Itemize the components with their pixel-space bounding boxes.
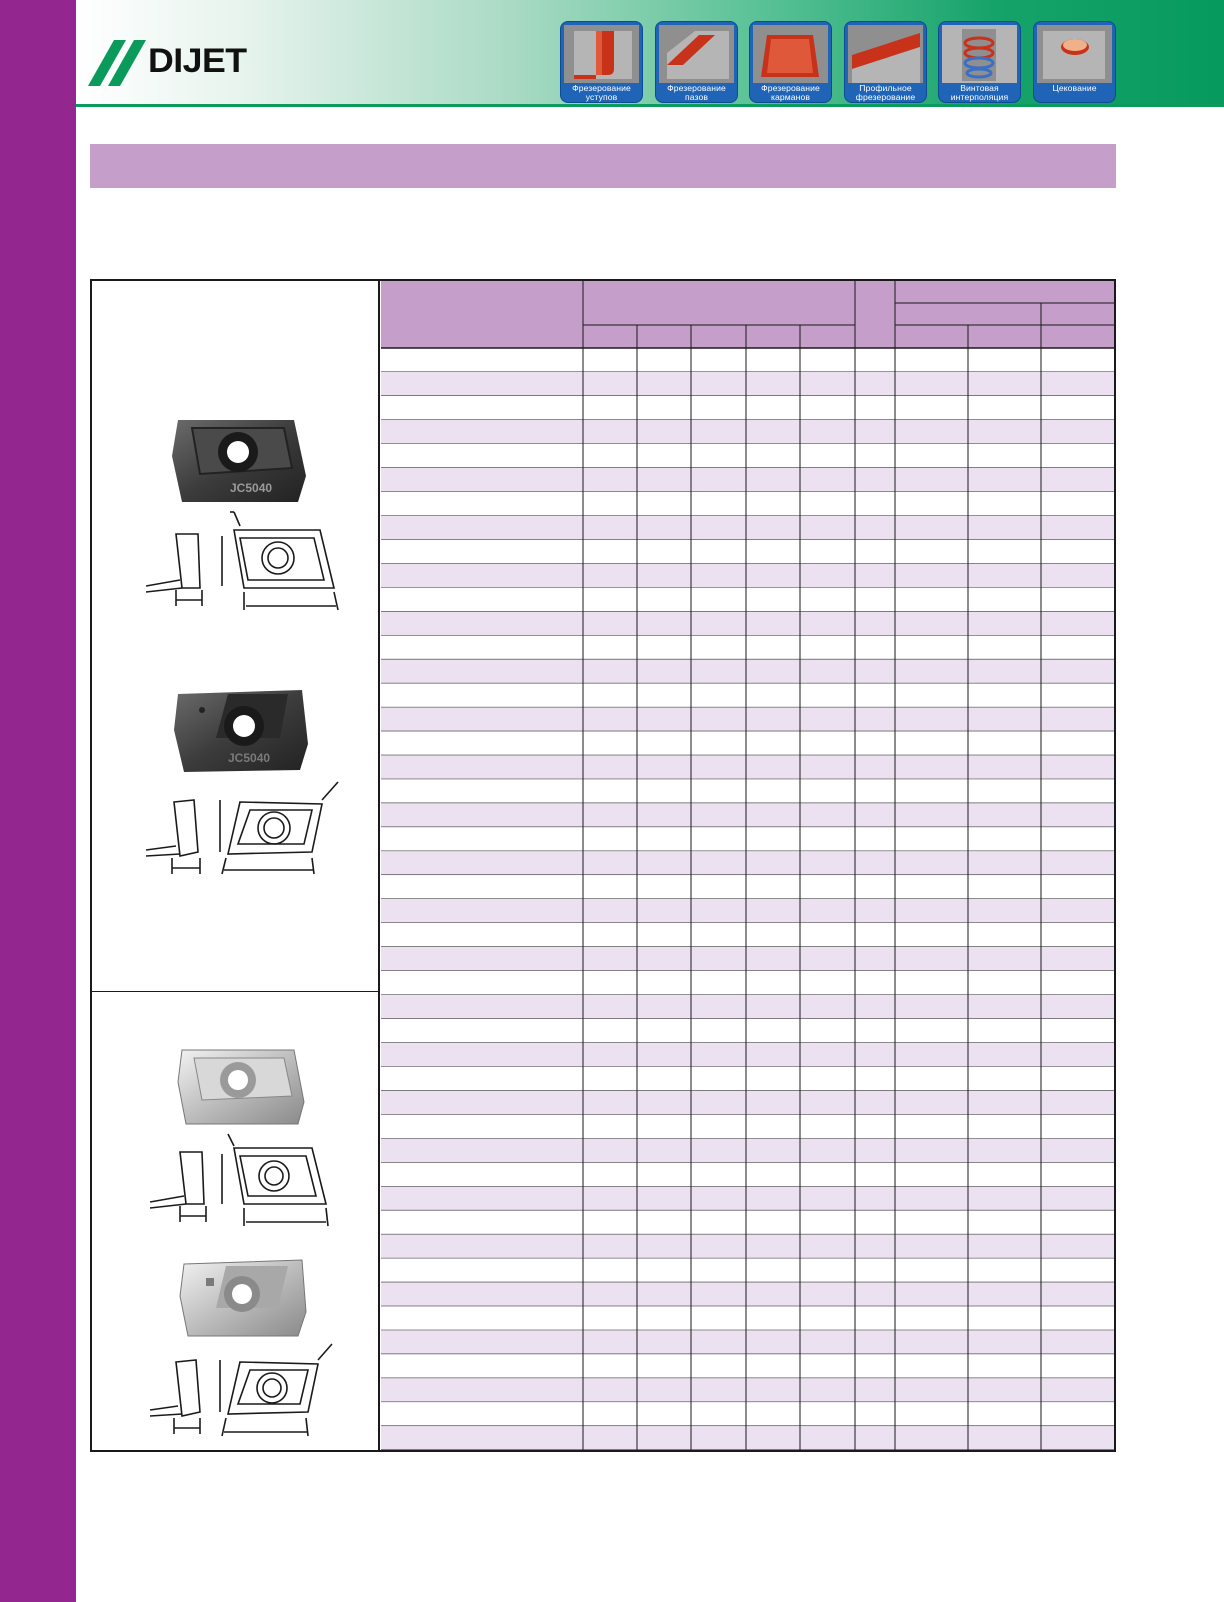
operation-label: Фрезерование уступов bbox=[572, 83, 631, 102]
table-row bbox=[381, 1043, 1114, 1067]
insert-engraving: JC5040 bbox=[228, 751, 271, 765]
operation-label: Фрезерование карманов bbox=[761, 83, 820, 102]
table-row bbox=[381, 1378, 1114, 1402]
table-row bbox=[381, 1091, 1114, 1115]
table-row bbox=[381, 995, 1114, 1019]
table-row bbox=[381, 1115, 1114, 1139]
table-row bbox=[381, 564, 1114, 588]
insert-photo-silver-alt bbox=[178, 1256, 310, 1340]
table-row bbox=[381, 635, 1114, 659]
table-row bbox=[381, 899, 1114, 923]
table-row bbox=[381, 1139, 1114, 1163]
insert-dimension-drawing bbox=[150, 1132, 340, 1228]
table-row bbox=[381, 1163, 1114, 1187]
table-row bbox=[381, 1210, 1114, 1234]
table-row bbox=[381, 1067, 1114, 1091]
table-row bbox=[381, 659, 1114, 683]
table-row bbox=[381, 492, 1114, 516]
table-row bbox=[381, 731, 1114, 755]
operation-label: Профильное фрезерование bbox=[855, 83, 916, 102]
insert-dimension-drawing-alt bbox=[146, 778, 346, 882]
table-row bbox=[381, 1402, 1114, 1426]
table-row bbox=[381, 851, 1114, 875]
operation-label: Винтовая интерполяция bbox=[950, 83, 1009, 102]
table-row bbox=[381, 1258, 1114, 1282]
table-row bbox=[381, 588, 1114, 612]
logo-wordmark: DIJET bbox=[148, 42, 247, 80]
table-row bbox=[381, 516, 1114, 540]
table-row bbox=[381, 372, 1114, 396]
table-row bbox=[381, 683, 1114, 707]
table-row bbox=[381, 444, 1114, 468]
table-row bbox=[381, 755, 1114, 779]
insert-engraving: JC5040 bbox=[230, 481, 273, 495]
table-row bbox=[381, 1306, 1114, 1330]
table-row bbox=[381, 1354, 1114, 1378]
table-row bbox=[381, 707, 1114, 731]
operation-label: Фрезерование пазов bbox=[667, 83, 726, 102]
table-row bbox=[381, 348, 1114, 372]
operation-label: Цекование bbox=[1052, 83, 1097, 93]
table-header bbox=[381, 281, 1114, 348]
table-row bbox=[381, 971, 1114, 995]
table-row bbox=[381, 1186, 1114, 1210]
insert-photo-dark-alt bbox=[172, 686, 312, 776]
insert-photo-silver bbox=[176, 1046, 308, 1128]
table-row bbox=[381, 1330, 1114, 1354]
table-row bbox=[381, 923, 1114, 947]
table-row bbox=[381, 827, 1114, 851]
table-row bbox=[381, 1019, 1114, 1043]
insert-dimension-drawing-alt bbox=[150, 1342, 340, 1438]
table-row bbox=[381, 1426, 1114, 1450]
insert-photo-dark bbox=[170, 416, 308, 508]
table-row bbox=[381, 468, 1114, 492]
table-row bbox=[381, 803, 1114, 827]
table-row bbox=[381, 612, 1114, 636]
table-row bbox=[381, 1282, 1114, 1306]
table-row bbox=[381, 396, 1114, 420]
table-row bbox=[381, 420, 1114, 444]
insert-dimension-drawing bbox=[146, 510, 346, 614]
table-row bbox=[381, 947, 1114, 971]
table-row bbox=[381, 875, 1114, 899]
table-row bbox=[381, 540, 1114, 564]
table-row bbox=[381, 779, 1114, 803]
table-row bbox=[381, 1234, 1114, 1258]
